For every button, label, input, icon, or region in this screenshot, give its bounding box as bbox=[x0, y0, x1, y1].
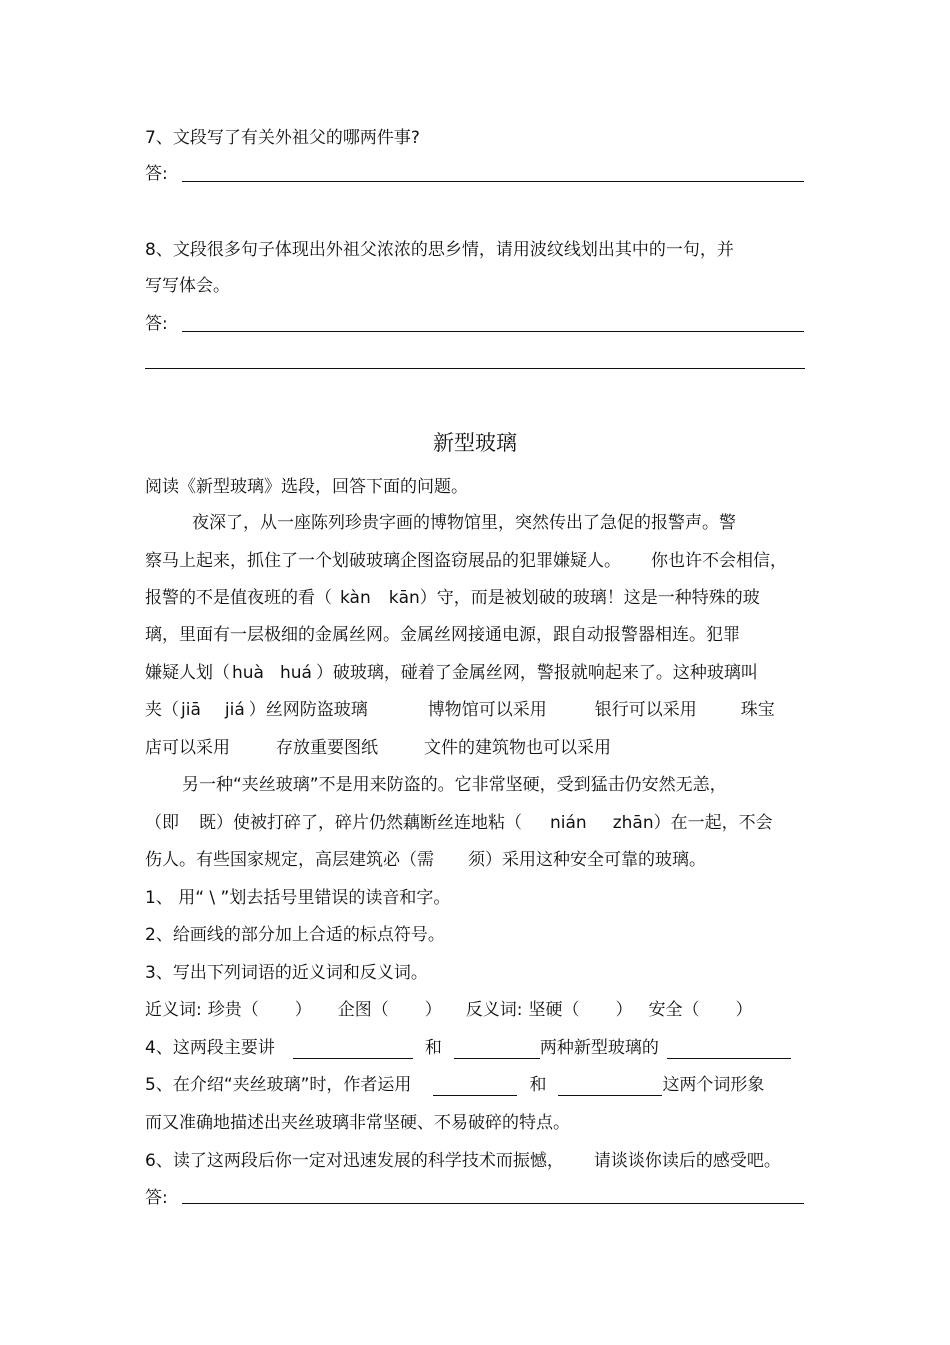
answer-line-8a[interactable] bbox=[182, 331, 804, 332]
paragraph-2-line-2: （即 既）使被打碎了，碎片仍然藕断丝连地粘（ nián zhān）在一起，不会 bbox=[145, 813, 773, 833]
paragraph-2-line-1: 另一种“夹丝玻璃”不是用来防盗的。它非常坚硬，受到猛击仍安然无恙， bbox=[182, 775, 727, 795]
answer-label-7: 答: bbox=[145, 164, 168, 184]
question-4: 4、这两段主要讲 和 两种新型玻璃的 bbox=[145, 1037, 791, 1059]
pinyin-option[interactable]: jiá bbox=[224, 700, 245, 720]
passage-intro: 阅读《新型玻璃》选段，回答下面的问题。 bbox=[145, 477, 468, 497]
question-6: 6、读了这两段后你一定对迅速发展的科学技术而振憾， 请谈谈你读后的感受吧。 bbox=[145, 1151, 781, 1171]
paragraph-1-line-1: 夜深了，从一座陈列珍贵字画的博物馆里，突然传出了急促的报警声。警 bbox=[192, 513, 736, 533]
paragraph-1-line-2: 察马上起来，抓住了一个划破玻璃企图盗窃展品的犯罪嫌疑人。 你也许不会相信， bbox=[145, 551, 787, 571]
question-5-line-2: 而又准确地描述出夹丝玻璃非常坚硬、不易破碎的特点。 bbox=[145, 1113, 570, 1133]
question-1: 1、 用“ \ ”划去括号里错误的读音和字。 bbox=[145, 888, 451, 908]
pinyin-option[interactable]: huá bbox=[279, 663, 312, 683]
question-7: 7、文段写了有关外祖父的哪两件事? bbox=[145, 128, 420, 148]
blank-q4-2[interactable] bbox=[454, 1040, 540, 1059]
paragraph-1-line-7: 店可以采用 存放重要图纸 文件的建筑物也可以采用 bbox=[145, 738, 611, 758]
paragraph-1-line-6: 夹（ jiā jiá ）丝网防盗玻璃 博物馆可以采用 银行可以采用 珠宝 bbox=[145, 700, 775, 720]
question-8-line-2: 写写体会。 bbox=[145, 276, 230, 296]
pinyin-option[interactable]: nián bbox=[550, 813, 587, 833]
question-5: 5、在介绍“夹丝玻璃”时，作者运用 和 这两个词形象 bbox=[145, 1075, 765, 1095]
pinyin-option[interactable]: zhān）在一起，不会 bbox=[612, 813, 773, 833]
blank-q4-1[interactable] bbox=[293, 1040, 413, 1059]
answer-label-q6: 答: bbox=[145, 1188, 168, 1208]
question-3: 3、写出下列词语的近义词和反义词。 bbox=[145, 963, 428, 983]
question-3-words: 近义词: 珍贵（ ） 企图（ ） 反义词: 坚硬（ ） 安全（ ） bbox=[145, 1000, 753, 1020]
pinyin-option[interactable]: huà bbox=[232, 663, 264, 683]
pinyin-option[interactable]: kān）守，而是被划破的玻璃！这是一种特殊的玻 bbox=[388, 588, 760, 608]
pinyin-option[interactable]: jiā bbox=[181, 700, 201, 720]
answer-line-q6[interactable] bbox=[182, 1203, 804, 1204]
blank-q5-2[interactable] bbox=[558, 1077, 662, 1096]
paragraph-1-line-5: 嫌疑人划（ huà huá ）破玻璃，碰着了金属丝网，警报就响起来了。这种玻璃叫 bbox=[145, 663, 758, 683]
answer-line-7[interactable] bbox=[182, 181, 804, 182]
paragraph-1-line-4: 璃，里面有一层极细的金属丝网。金属丝网接通电源，跟自动报警器相连。犯罪 bbox=[145, 625, 740, 645]
pinyin-option[interactable]: kàn bbox=[340, 588, 371, 608]
answer-label-8: 答: bbox=[145, 314, 168, 334]
blank-q5-1[interactable] bbox=[433, 1077, 517, 1096]
passage-title: 新型玻璃 bbox=[433, 431, 517, 455]
question-2: 2、给画线的部分加上合适的标点符号。 bbox=[145, 925, 445, 945]
answer-line-8b[interactable] bbox=[145, 368, 805, 369]
question-8-line-1: 8、文段很多句子体现出外祖父浓浓的思乡情，请用波纹线划出其中的一句，并 bbox=[145, 240, 734, 260]
word-option[interactable]: （即 bbox=[145, 813, 179, 833]
blank-q4-3[interactable] bbox=[667, 1040, 791, 1059]
paragraph-2-line-3: 伤人。有些国家规定，高层建筑必（需 须）采用这种安全可靠的玻璃。 bbox=[145, 850, 706, 870]
paragraph-1-line-3: 报警的不是值夜班的看（ kàn kān）守，而是被划破的玻璃！这是一种特殊的玻 bbox=[145, 588, 760, 608]
